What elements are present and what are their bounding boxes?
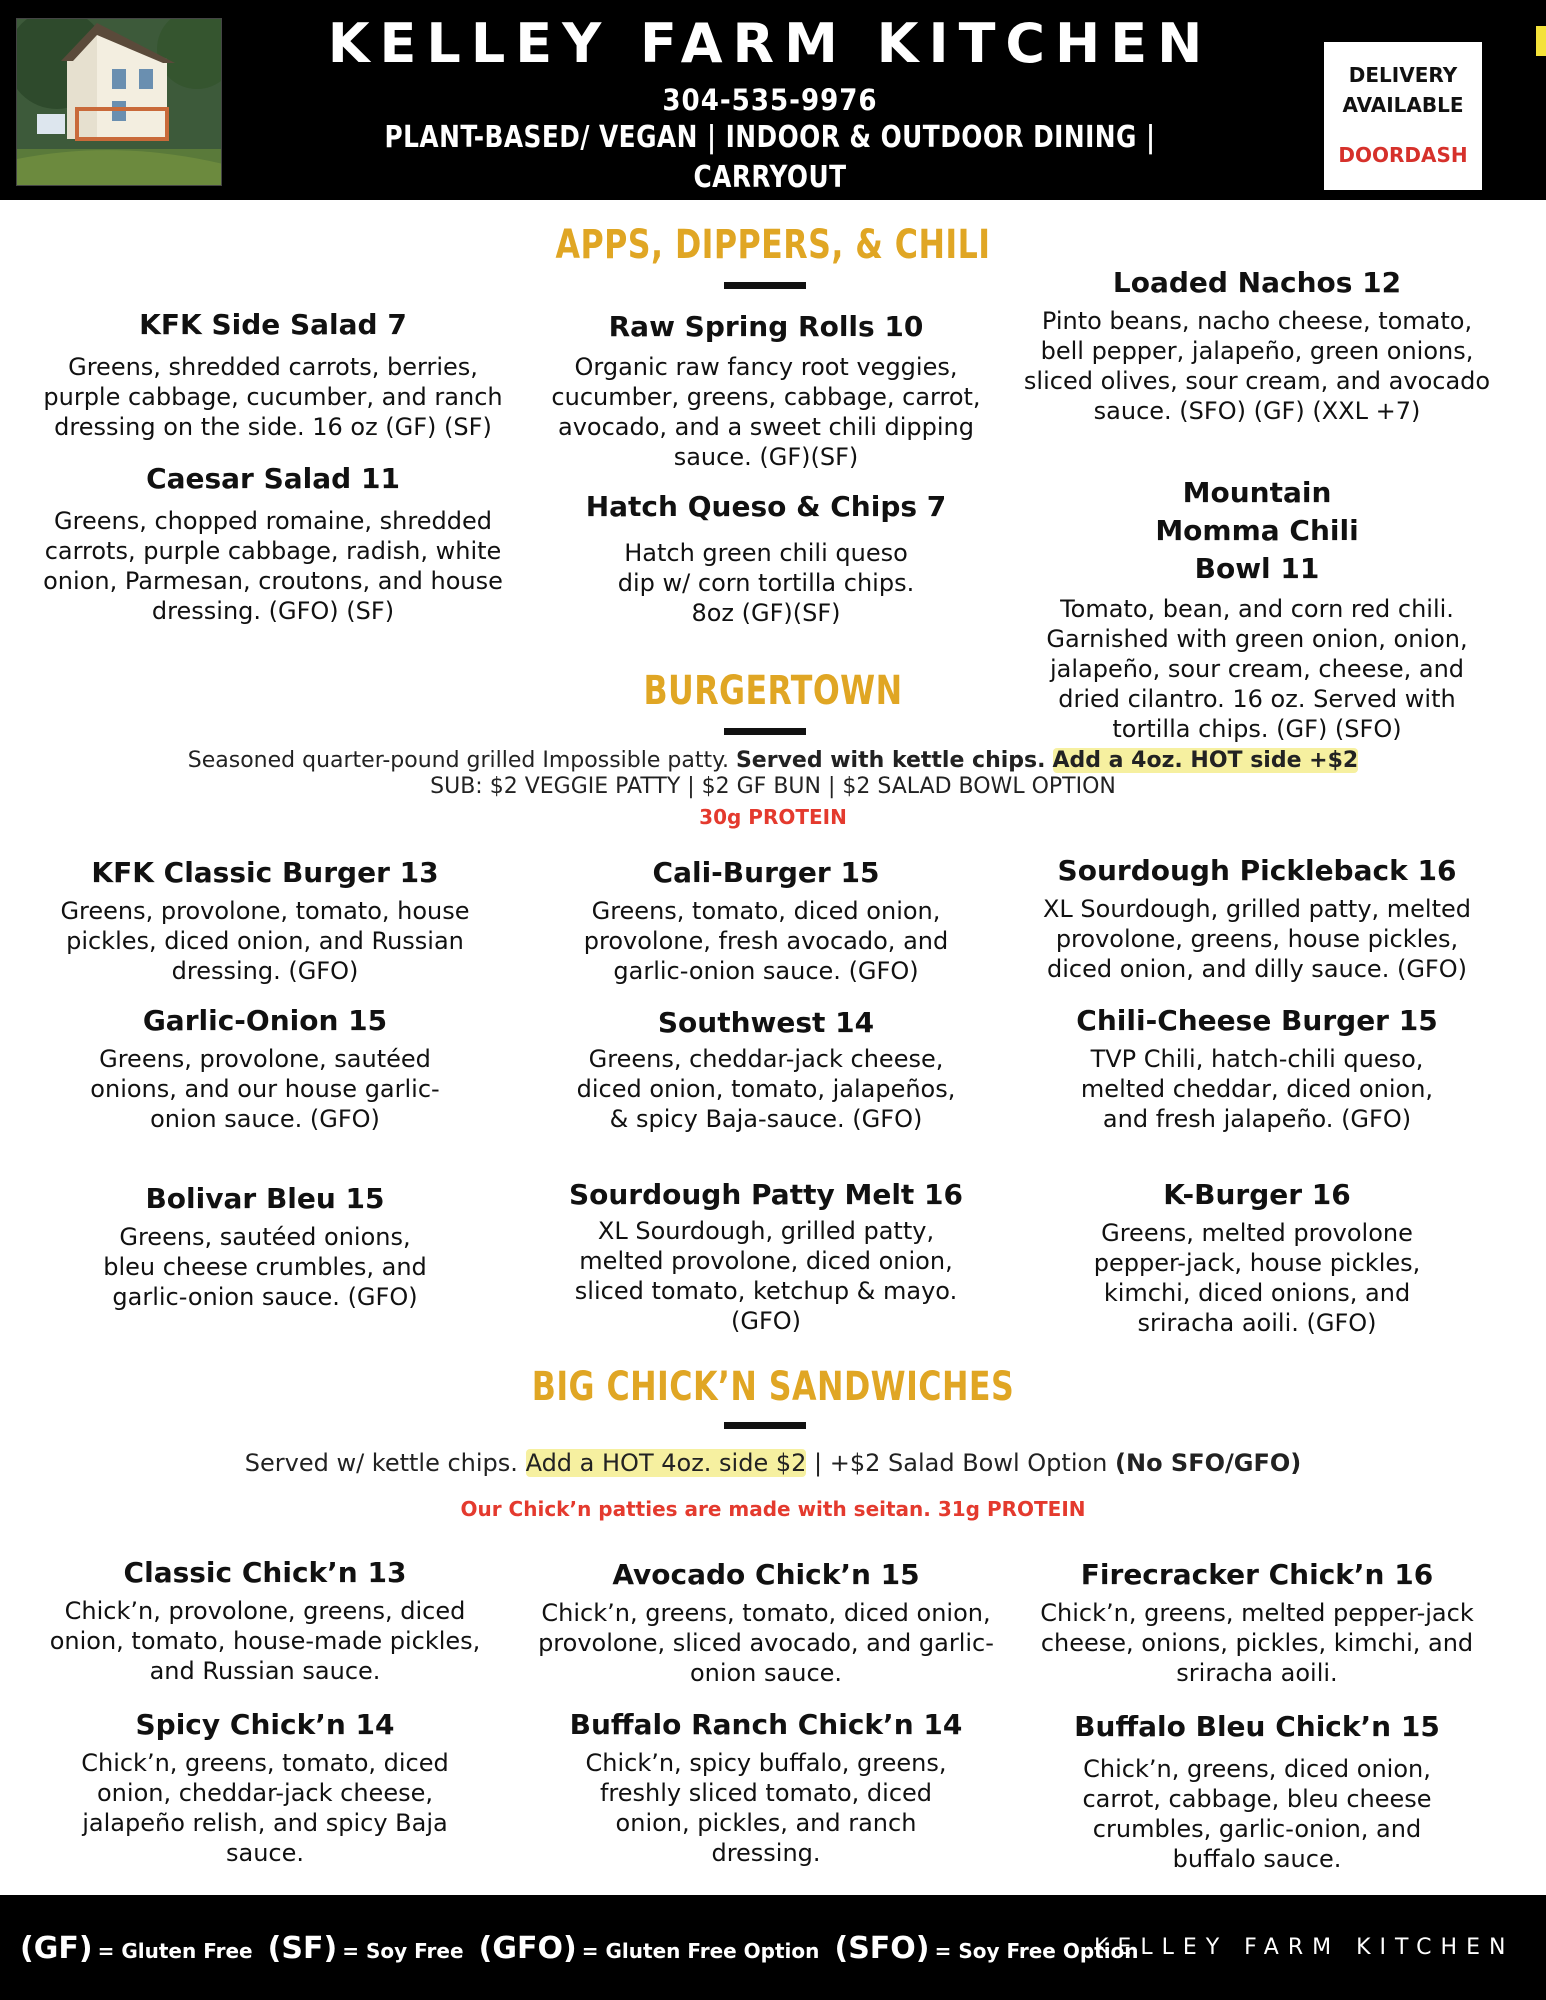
item-name: KFK Classic Burger 13 [91, 856, 439, 889]
item-name: Chili-Cheese Burger 15 [1076, 1004, 1438, 1037]
phone-number[interactable]: 304-535-9976 [662, 83, 878, 117]
item-name: Buffalo Ranch Chick’n 14 [569, 1708, 963, 1741]
item-desc: Greens, sautéed onions, bleu cheese crumbles, and garlic-onion sauce. (GFO) [103, 1223, 427, 1311]
brand-block [300, 12, 1240, 238]
item-desc: Pinto beans, nacho cheese, tomato, bell pepper, jalapeño, green onions, sliced olives, sour cream, and avocado sauce. (SFO) (GF) (XXL +7) [1023, 307, 1491, 425]
menu-item [531, 854, 1001, 986]
note-highlight: Add a HOT 4oz. side $2 [525, 1449, 807, 1477]
service-line: PLANT-BASED/ VEGAN | INDOOR & OUTDOOR DINING | CARRYOUT [384, 120, 1156, 195]
item-name: Caesar Salad 11 [146, 462, 400, 495]
item-desc: Chick’n, spicy buffalo, greens, freshly sliced tomato, diced onion, pickles, and ranch dressing. [585, 1749, 947, 1867]
item-name: Garlic-Onion 15 [142, 1004, 388, 1037]
burgertown-protein: 30g PROTEIN [699, 805, 847, 829]
item-name: Southwest 14 [657, 1006, 875, 1039]
item-name: Sourdough Pickleback 16 [1057, 854, 1457, 887]
footer [0, 1895, 1546, 2000]
delivery-label: DELIVERY [1348, 63, 1458, 87]
legend-gf-label: = Gluten Free [97, 1939, 253, 1963]
menu-item [531, 1176, 1001, 1336]
legend-gfo-code: (GFO) [478, 1931, 577, 1966]
corner-accent [1536, 26, 1546, 56]
menu-item [30, 854, 500, 986]
item-desc: Chick’n, greens, diced onion, carrot, cabbage, bleu cheese crumbles, garlic-onion, and buffalo sauce. [1082, 1755, 1432, 1873]
header [0, 0, 1546, 235]
item-name: Buffalo Bleu Chick’n 15 [1074, 1710, 1440, 1743]
chickn-divider [724, 1422, 806, 1429]
burgertown-sub-options: SUB: $2 VEGGIE PATTY | $2 GF BUN | $2 SALAD BOWL OPTION [430, 774, 1116, 799]
item-desc: TVP Chili, hatch-chili queso, melted cheddar, diced onion, and fresh jalapeño. (GFO) [1080, 1045, 1434, 1133]
item-name: Sourdough Patty Melt 16 [568, 1178, 964, 1211]
item-name: Cali-Burger 15 [652, 856, 880, 889]
item-desc: Greens, provolone, sautéed onions, and our house garlic-onion sauce. (GFO) [90, 1045, 440, 1133]
menu-item [38, 306, 508, 442]
item-name: KFK Side Salad 7 [139, 308, 407, 341]
item-name: Mountain Momma Chili Bowl 11 [1155, 476, 1359, 585]
footer-brand: KELLEY FARM KITCHEN [1094, 1935, 1515, 1960]
restaurant-name: KELLEY FARM KITCHEN [327, 12, 1213, 75]
menu-item [30, 1002, 500, 1134]
note-plain: Seasoned quarter-pound grilled Impossible patty. [187, 748, 729, 773]
note-plain: Served w/ kettle chips. [244, 1449, 518, 1477]
legend-sf-code: (SF) [267, 1931, 338, 1966]
delivery-box [1324, 42, 1482, 190]
item-name: Loaded Nachos 12 [1112, 266, 1402, 299]
item-name: Avocado Chick’n 15 [612, 1558, 920, 1591]
apps-divider [724, 282, 806, 289]
legend-sf-label: = Soy Free [342, 1939, 464, 1963]
legend-gf-code: (GF) [20, 1931, 93, 1966]
menu-item [531, 1004, 1001, 1134]
menu-item [30, 1180, 500, 1312]
item-desc: XL Sourdough, grilled patty, melted provolone, greens, house pickles, diced onion, and dilly sauce. (GFO) [1042, 895, 1472, 983]
menu-item [1022, 264, 1492, 426]
burgertown-section-title: BURGERTOWN [643, 668, 903, 714]
item-name: K-Burger 16 [1163, 1178, 1351, 1211]
allergen-line: * ALLERGEN FRIENDLY * NUT FREE FACILITY [458, 200, 1082, 235]
menu-item [1022, 1176, 1492, 1338]
menu-item [30, 1554, 500, 1686]
menu-item [1022, 1708, 1492, 1874]
farmhouse-painting [16, 18, 222, 186]
burgertown-divider [724, 728, 806, 735]
menu-item [531, 1556, 1001, 1688]
item-desc: Greens, chopped romaine, shredded carrots, purple cabbage, radish, white onion, Parmesan, croutons, and house dressing. (GFO) (SF) [43, 507, 503, 625]
item-name: Classic Chick’n 13 [123, 1556, 407, 1589]
item-desc: Greens, melted provolone pepper-jack, house pickles, kimchi, diced onions, and sriracha aoili. (GFO) [1093, 1219, 1421, 1337]
item-name: Spicy Chick’n 14 [135, 1708, 395, 1741]
item-desc: Hatch green chili queso dip w/ corn tortilla chips. 8oz (GF)(SF) [617, 539, 915, 627]
menu-item [1022, 1002, 1492, 1134]
available-label: AVAILABLE [1342, 93, 1464, 117]
chickn-protein: Our Chick’n patties are made with seitan. 31g PROTEIN [460, 1497, 1086, 1521]
item-desc: Tomato, bean, and corn red chili. Garnished with green onion, onion, jalapeño, sour cream, cheese, and dried cilantro. 16 oz. Served with tortilla chips. (GF) (SFO) [1046, 595, 1468, 743]
note-rest: | +$2 Salad Bowl Option [814, 1449, 1108, 1477]
note-bold: Served with kettle chips. [735, 748, 1046, 773]
item-desc: Chick’n, greens, melted pepper-jack cheese, onions, pickles, kimchi, and sriracha aoili. [1040, 1599, 1474, 1687]
menu-item [30, 1706, 500, 1868]
item-name: Bolivar Bleu 15 [145, 1182, 385, 1215]
chickn-section-title: BIG CHICK’N SANDWICHES [531, 1364, 1015, 1410]
item-name: Raw Spring Rolls 10 [608, 310, 924, 343]
menu-item [531, 1706, 1001, 1868]
menu-item [531, 308, 1001, 472]
menu-item [1022, 1556, 1492, 1688]
item-desc: Greens, provolone, tomato, house pickles, diced onion, and Russian dressing. (GFO) [60, 897, 470, 985]
legend-gfo-label: = Gluten Free Option [581, 1939, 820, 1963]
item-desc: Chick’n, greens, tomato, diced onion, provolone, sliced avocado, and garlic-onion sauce. [538, 1599, 994, 1687]
legend-sfo-code: (SFO) [834, 1931, 930, 1966]
item-desc: Chick’n, provolone, greens, diced onion, tomato, house-made pickles, and Russian sauce. [49, 1597, 481, 1685]
item-desc: XL Sourdough, grilled patty, melted provolone, diced onion, sliced tomato, ketchup & mayo. (GFO) [574, 1217, 958, 1335]
item-desc: Greens, cheddar-jack cheese, diced onion, tomato, jalapeños, & spicy Baja-sauce. (GFO) [576, 1045, 956, 1133]
item-name: Hatch Queso & Chips 7 [585, 490, 947, 523]
chickn-note [0, 1448, 1546, 1478]
allergen-legend [20, 1931, 1149, 1966]
apps-section-title: APPS, DIPPERS, & CHILI [555, 222, 991, 268]
item-desc: Greens, tomato, diced onion, provolone, fresh avocado, and garlic-onion sauce. (GFO) [583, 897, 949, 985]
note-highlight: Add a 4oz. HOT side +$2 [1052, 748, 1359, 773]
burgertown-note [0, 748, 1546, 774]
note-bold: (No SFO/GFO) [1115, 1449, 1302, 1477]
menu-item [531, 488, 1001, 628]
item-desc: Chick’n, greens, tomato, diced onion, cheddar-jack cheese, jalapeño relish, and spicy Baja sauce. [81, 1749, 449, 1867]
menu-item [38, 460, 508, 626]
doordash-link[interactable]: DOORDASH [1338, 143, 1468, 167]
item-desc: Greens, shredded carrots, berries, purple cabbage, cucumber, and ranch dressing on the side. 16 oz (GF) (SF) [43, 353, 503, 441]
menu-item [1022, 852, 1492, 984]
item-desc: Organic raw fancy root veggies, cucumber, greens, cabbage, carrot, avocado, and a sweet chili dipping sauce. (GF)(SF) [551, 353, 981, 471]
item-name: Firecracker Chick’n 16 [1080, 1558, 1434, 1591]
legend-sfo-label: = Soy Free Option [934, 1939, 1139, 1963]
